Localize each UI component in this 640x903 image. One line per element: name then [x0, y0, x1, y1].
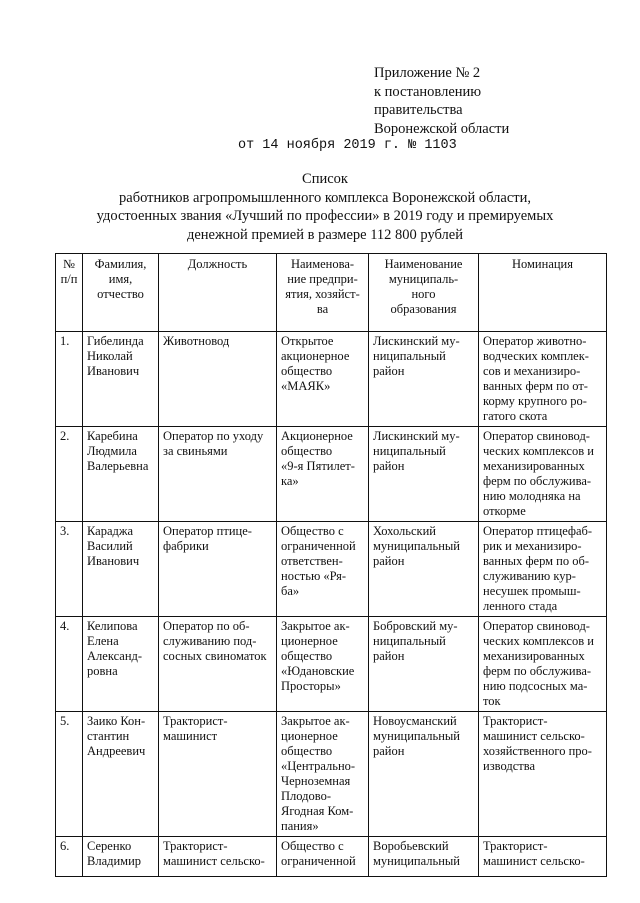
- title-line: удостоенных звания «Лучший по профессии» в 2019 году и премируемых: [96, 208, 554, 224]
- cell-text-line: ванных ферм по об-: [483, 554, 590, 568]
- cell-text-line: Келипова: [87, 619, 138, 633]
- header-text-line: ного: [411, 287, 436, 301]
- cell-text-line: ответствен-: [281, 554, 343, 568]
- table-header-row: [56, 254, 607, 332]
- cell-text-line: Закрытое ак-: [281, 714, 350, 728]
- cell-text-line: муниципальный: [373, 854, 460, 868]
- table-body: [56, 332, 607, 877]
- cell-nomination: [479, 427, 607, 522]
- cell-text-line: «Центрально-: [281, 759, 356, 773]
- cell-text-line: за свиньями: [163, 444, 228, 458]
- cell-text-line: Хохольский: [373, 524, 436, 538]
- awardees-table: [55, 253, 607, 877]
- cell-name: [83, 332, 159, 427]
- cell-text-line: Андреевич: [87, 744, 146, 758]
- cell-text-line: Плодово-: [281, 789, 331, 803]
- cell-municipality: [369, 427, 479, 522]
- table-row: [56, 617, 607, 712]
- cell-text-line: Оператор по уходу: [163, 429, 264, 443]
- cell-name: [83, 427, 159, 522]
- cell-text-line: машинист: [163, 729, 218, 743]
- cell-position: [159, 712, 277, 837]
- cell-text-line: ток: [483, 694, 501, 708]
- cell-text-line: Лискинский му-: [373, 429, 460, 443]
- header-text-line: Номинация: [511, 257, 573, 271]
- header-text-line: имя,: [108, 272, 133, 286]
- cell-text-line: корму крупного ро-: [483, 394, 587, 408]
- cell-text-line: сов и механизиро-: [483, 364, 581, 378]
- title-line: денежной премией в размере 112 800 рублей: [186, 226, 463, 243]
- cell-text-line: акционерное: [281, 349, 350, 363]
- cell-text-line: район: [373, 649, 405, 663]
- cell-text-line: пания»: [281, 819, 319, 833]
- table-row: [56, 522, 607, 617]
- cell-text-line: служиванию под-: [163, 634, 257, 648]
- cell-number: 2.: [56, 427, 83, 522]
- cell-text-line: Акционерное: [281, 429, 353, 443]
- header-name: [83, 254, 159, 332]
- cell-text-line: ванных ферм по от-: [483, 379, 588, 393]
- appendix-line: Воронежской области: [374, 120, 510, 137]
- cell-text-line: Ягодная Ком-: [281, 804, 354, 818]
- header-text-line: ятия, хозяйст-: [285, 287, 360, 301]
- header-text-line: Должность: [187, 257, 248, 271]
- decree-date-number: от 14 ноября 2019 г. № 1103: [238, 138, 457, 153]
- cell-text-line: Тракторист-: [483, 714, 548, 728]
- cell-text-line: сосных свиноматок: [163, 649, 267, 663]
- cell-nomination: [479, 617, 607, 712]
- header-municipality: [369, 254, 479, 332]
- table-row: [56, 837, 607, 877]
- cell-text-line: ровна: [87, 664, 118, 678]
- cell-text-line: «9-я Пятилет-: [281, 459, 355, 473]
- cell-company: [277, 617, 369, 712]
- cell-text-line: Серенко: [87, 839, 132, 853]
- cell-text-line: Василий: [87, 539, 133, 553]
- cell-text-line: муниципальный: [373, 729, 460, 743]
- header-text-line: образования: [390, 302, 457, 316]
- cell-nomination: [479, 332, 607, 427]
- cell-number: 1.: [56, 332, 83, 427]
- cell-text-line: Закрытое ак-: [281, 619, 350, 633]
- cell-text-line: Заико Кон-: [87, 714, 146, 728]
- appendix-line: к постановлению: [374, 83, 482, 100]
- cell-text-line: Караджа: [87, 524, 134, 538]
- header-position: [159, 254, 277, 332]
- header-nomination: [479, 254, 607, 332]
- cell-text-line: хозяйственного про-: [483, 744, 592, 758]
- cell-text-line: «Юдановские: [281, 664, 355, 678]
- cell-text-line: ба»: [281, 584, 300, 598]
- cell-text-line: Животновод: [163, 334, 230, 348]
- cell-text-line: Общество с: [281, 839, 344, 853]
- cell-text-line: Черноземная: [281, 774, 351, 788]
- table-row: [56, 332, 607, 427]
- cell-text-line: ческих комплексов и: [483, 634, 594, 648]
- cell-text-line: ограниченной: [281, 539, 356, 553]
- header-text-line: ние предпри-: [287, 272, 358, 286]
- header-text-line: ва: [316, 302, 329, 316]
- cell-text-line: откорме: [483, 504, 526, 518]
- cell-text-line: Оператор животно-: [483, 334, 587, 348]
- cell-municipality: [369, 332, 479, 427]
- cell-text-line: машинист сельско-: [483, 854, 585, 868]
- cell-text-line: водческих комплек-: [483, 349, 589, 363]
- cell-text-line: «МАЯК»: [281, 379, 331, 393]
- cell-company: [277, 837, 369, 877]
- cell-text-line: Открытое: [281, 334, 334, 348]
- header-text-line: отчество: [97, 287, 144, 301]
- cell-text-line: ционерное: [281, 729, 338, 743]
- cell-text-line: рик и механизиро-: [483, 539, 582, 553]
- cell-text-line: стантин: [87, 729, 130, 743]
- cell-name: [83, 617, 159, 712]
- cell-municipality: [369, 522, 479, 617]
- cell-position: [159, 522, 277, 617]
- header-company: [277, 254, 369, 332]
- cell-text-line: ческих комплексов и: [483, 444, 594, 458]
- header-text-line: муниципаль-: [388, 272, 459, 286]
- appendix-line: правительства: [374, 102, 463, 118]
- cell-text-line: Лискинский му-: [373, 334, 460, 348]
- cell-position: [159, 332, 277, 427]
- cell-text-line: общество: [281, 364, 333, 378]
- header-text-line: п/п: [60, 272, 78, 286]
- cell-text-line: фабрики: [163, 539, 209, 553]
- cell-text-line: механизированных: [483, 649, 585, 663]
- cell-text-line: ностью «Ря-: [281, 569, 347, 583]
- cell-text-line: Просторы»: [281, 679, 341, 693]
- cell-text-line: Общество с: [281, 524, 344, 538]
- cell-text-line: нию молодняка на: [483, 489, 581, 503]
- cell-text-line: служиванию кур-: [483, 569, 576, 583]
- cell-text-line: изводства: [483, 759, 535, 773]
- cell-text-line: Елена: [87, 634, 119, 648]
- cell-municipality: [369, 712, 479, 837]
- cell-position: [159, 837, 277, 877]
- cell-text-line: Иванович: [87, 364, 140, 378]
- cell-company: [277, 712, 369, 837]
- cell-text-line: ниципальный: [373, 444, 446, 458]
- header-text-line: Наименование: [384, 257, 463, 271]
- cell-text-line: Бобровский му-: [373, 619, 458, 633]
- cell-text-line: машинист сельско-: [483, 729, 585, 743]
- cell-text-line: Тракторист-: [483, 839, 548, 853]
- cell-text-line: ферм по обслужива-: [483, 474, 592, 488]
- cell-text-line: Людмила: [87, 444, 137, 458]
- title-line: работников агропромышленного комплекса Воронежской области,: [119, 189, 531, 206]
- cell-text-line: Иванович: [87, 554, 140, 568]
- cell-text-line: Александ-: [87, 649, 143, 663]
- cell-text-line: Николай: [87, 349, 133, 363]
- cell-text-line: общество: [281, 444, 333, 458]
- cell-nomination: [479, 837, 607, 877]
- cell-text-line: гатого скота: [483, 409, 548, 423]
- cell-text-line: Оператор свиновод-: [483, 619, 590, 633]
- cell-nomination: [479, 712, 607, 837]
- cell-number: 4.: [56, 617, 83, 712]
- cell-text-line: Валерьевна: [87, 459, 149, 473]
- cell-text-line: несушек промыш-: [483, 584, 581, 598]
- table-row: [56, 427, 607, 522]
- cell-text-line: ограниченной: [281, 854, 356, 868]
- cell-text-line: район: [373, 744, 405, 758]
- cell-text-line: Тракторист-: [163, 839, 228, 853]
- cell-text-line: район: [373, 459, 405, 473]
- cell-text-line: Владимир: [87, 854, 142, 868]
- cell-position: [159, 427, 277, 522]
- header-text-line: №: [63, 257, 75, 271]
- cell-municipality: [369, 837, 479, 877]
- header-number: [56, 254, 83, 332]
- cell-text-line: Оператор по об-: [163, 619, 250, 633]
- cell-company: [277, 427, 369, 522]
- document-title: [60, 170, 590, 244]
- cell-text-line: нию подсосных ма-: [483, 679, 588, 693]
- cell-text-line: ка»: [281, 474, 299, 488]
- cell-text-line: общество: [281, 649, 333, 663]
- cell-text-line: машинист сельско-: [163, 854, 265, 868]
- cell-number: 5.: [56, 712, 83, 837]
- cell-position: [159, 617, 277, 712]
- table-row: [56, 712, 607, 837]
- title-line: Список: [302, 171, 348, 187]
- cell-company: [277, 522, 369, 617]
- cell-text-line: ционерное: [281, 634, 338, 648]
- cell-name: [83, 712, 159, 837]
- cell-text-line: ниципальный: [373, 634, 446, 648]
- cell-nomination: [479, 522, 607, 617]
- appendix-line: Приложение № 2: [374, 65, 481, 81]
- cell-text-line: Воробьевский: [373, 839, 449, 853]
- cell-text-line: район: [373, 364, 405, 378]
- cell-text-line: Новоусманский: [373, 714, 457, 728]
- header-text-line: Фамилия,: [94, 257, 147, 271]
- cell-text-line: муниципальный: [373, 539, 460, 553]
- cell-text-line: Тракторист-: [163, 714, 228, 728]
- cell-number: 6.: [56, 837, 83, 877]
- appendix-header: [374, 64, 509, 138]
- header-text-line: Наименова-: [290, 257, 355, 271]
- cell-text-line: ферм по обслужива-: [483, 664, 592, 678]
- cell-number: 3.: [56, 522, 83, 617]
- cell-text-line: ниципальный: [373, 349, 446, 363]
- cell-company: [277, 332, 369, 427]
- cell-text-line: ленного стада: [483, 599, 558, 613]
- cell-text-line: механизированных: [483, 459, 585, 473]
- cell-name: [83, 522, 159, 617]
- cell-text-line: Оператор птице-: [163, 524, 252, 538]
- cell-municipality: [369, 617, 479, 712]
- cell-text-line: Каребина: [87, 429, 138, 443]
- cell-name: [83, 837, 159, 877]
- cell-text-line: Оператор птицефаб-: [483, 524, 593, 538]
- cell-text-line: район: [373, 554, 405, 568]
- cell-text-line: Оператор свиновод-: [483, 429, 590, 443]
- cell-text-line: Гибелинда: [87, 334, 144, 348]
- cell-text-line: общество: [281, 744, 333, 758]
